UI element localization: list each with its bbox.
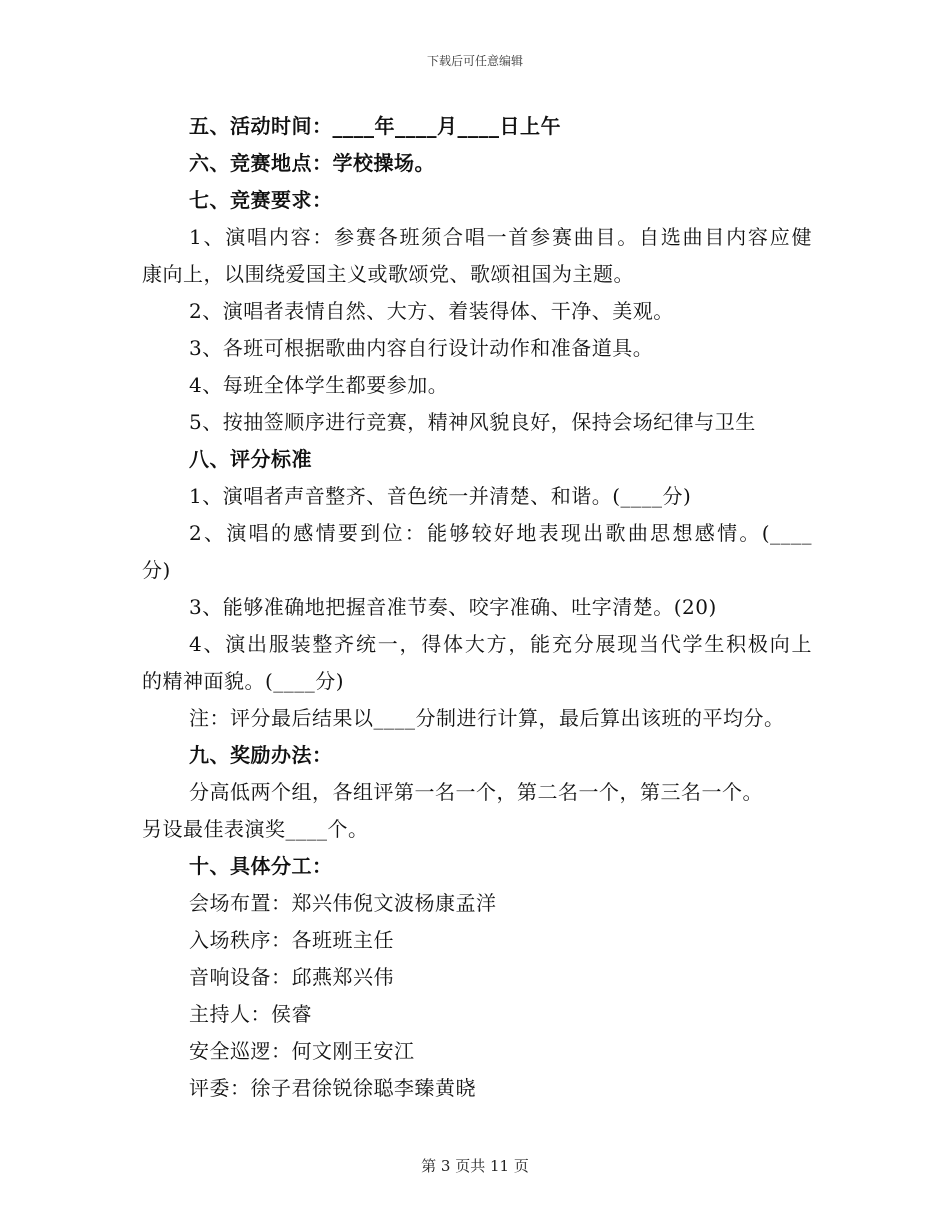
- page-header: 下载后可任意编辑: [426, 54, 523, 68]
- division-host: 主持人：侯睿: [189, 1002, 312, 1026]
- scoring-item-4-line-1: 4、演出服装整齐统一，得体大方，能充分展现当代学生积极向上: [189, 632, 812, 656]
- scoring-note: 注：评分最后结果以____分制进行计算，最后算出该班的平均分。: [189, 706, 785, 730]
- section-heading-requirements: 七、竞赛要求：: [189, 188, 333, 212]
- page-footer: 第 3 页共 11 页: [421, 1157, 529, 1175]
- section-heading-division: 十、具体分工：: [189, 854, 333, 878]
- division-audio-equipment: 音响设备：邱燕郑兴伟: [189, 965, 394, 989]
- awards-text-line-1: 分高低两个组，各组评第一名一个，第二名一个，第三名一个。: [189, 780, 763, 804]
- section-heading-awards: 九、奖励办法：: [189, 743, 333, 767]
- requirement-item-3: 3、各班可根据歌曲内容自行设计动作和准备道具。: [189, 336, 654, 360]
- section-heading-activity-time: 五、活动时间：____年____月____日上午: [189, 114, 561, 138]
- section-heading-scoring: 八、评分标准: [189, 447, 312, 471]
- awards-text-line-2: 另设最佳表演奖____个。: [142, 817, 369, 841]
- requirement-item-4: 4、每班全体学生都要参加。: [189, 373, 449, 397]
- division-security-patrol: 安全巡逻：何文刚王安江: [189, 1039, 415, 1063]
- division-entrance-order: 入场秩序：各班班主任: [189, 928, 394, 952]
- requirement-item-2: 2、演唱者表情自然、大方、着装得体、干净、美观。: [189, 299, 674, 323]
- requirement-item-1-line-2: 康向上，以围绕爱国主义或歌颂党、歌颂祖国为主题。: [142, 262, 634, 286]
- scoring-item-3: 3、能够准确地把握音准节奏、咬字准确、吐字清楚。(20): [189, 595, 717, 619]
- scoring-item-1: 1、演唱者声音整齐、音色统一并清楚、和谐。(____分): [189, 484, 692, 508]
- scoring-item-4-line-2: 的精神面貌。(____分): [142, 669, 345, 693]
- scoring-item-2-line-1: 2、演唱的感情要到位：能够较好地表现出歌曲思想感情。(____: [189, 521, 812, 545]
- document-body: [142, 108, 812, 1107]
- scoring-item-2-line-2: 分): [142, 558, 171, 582]
- division-judges: 评委：徐子君徐锐徐聪李臻黄晓: [189, 1076, 476, 1100]
- division-venue-setup: 会场布置：郑兴伟倪文波杨康孟洋: [189, 891, 497, 915]
- section-heading-venue: 六、竞赛地点：学校操场。: [189, 151, 435, 175]
- requirement-item-5: 5、按抽签顺序进行竞赛，精神风貌良好，保持会场纪律与卫生: [189, 410, 756, 434]
- requirement-item-1-line-1: 1、演唱内容：参赛各班须合唱一首参赛曲目。自选曲目内容应健: [189, 225, 812, 249]
